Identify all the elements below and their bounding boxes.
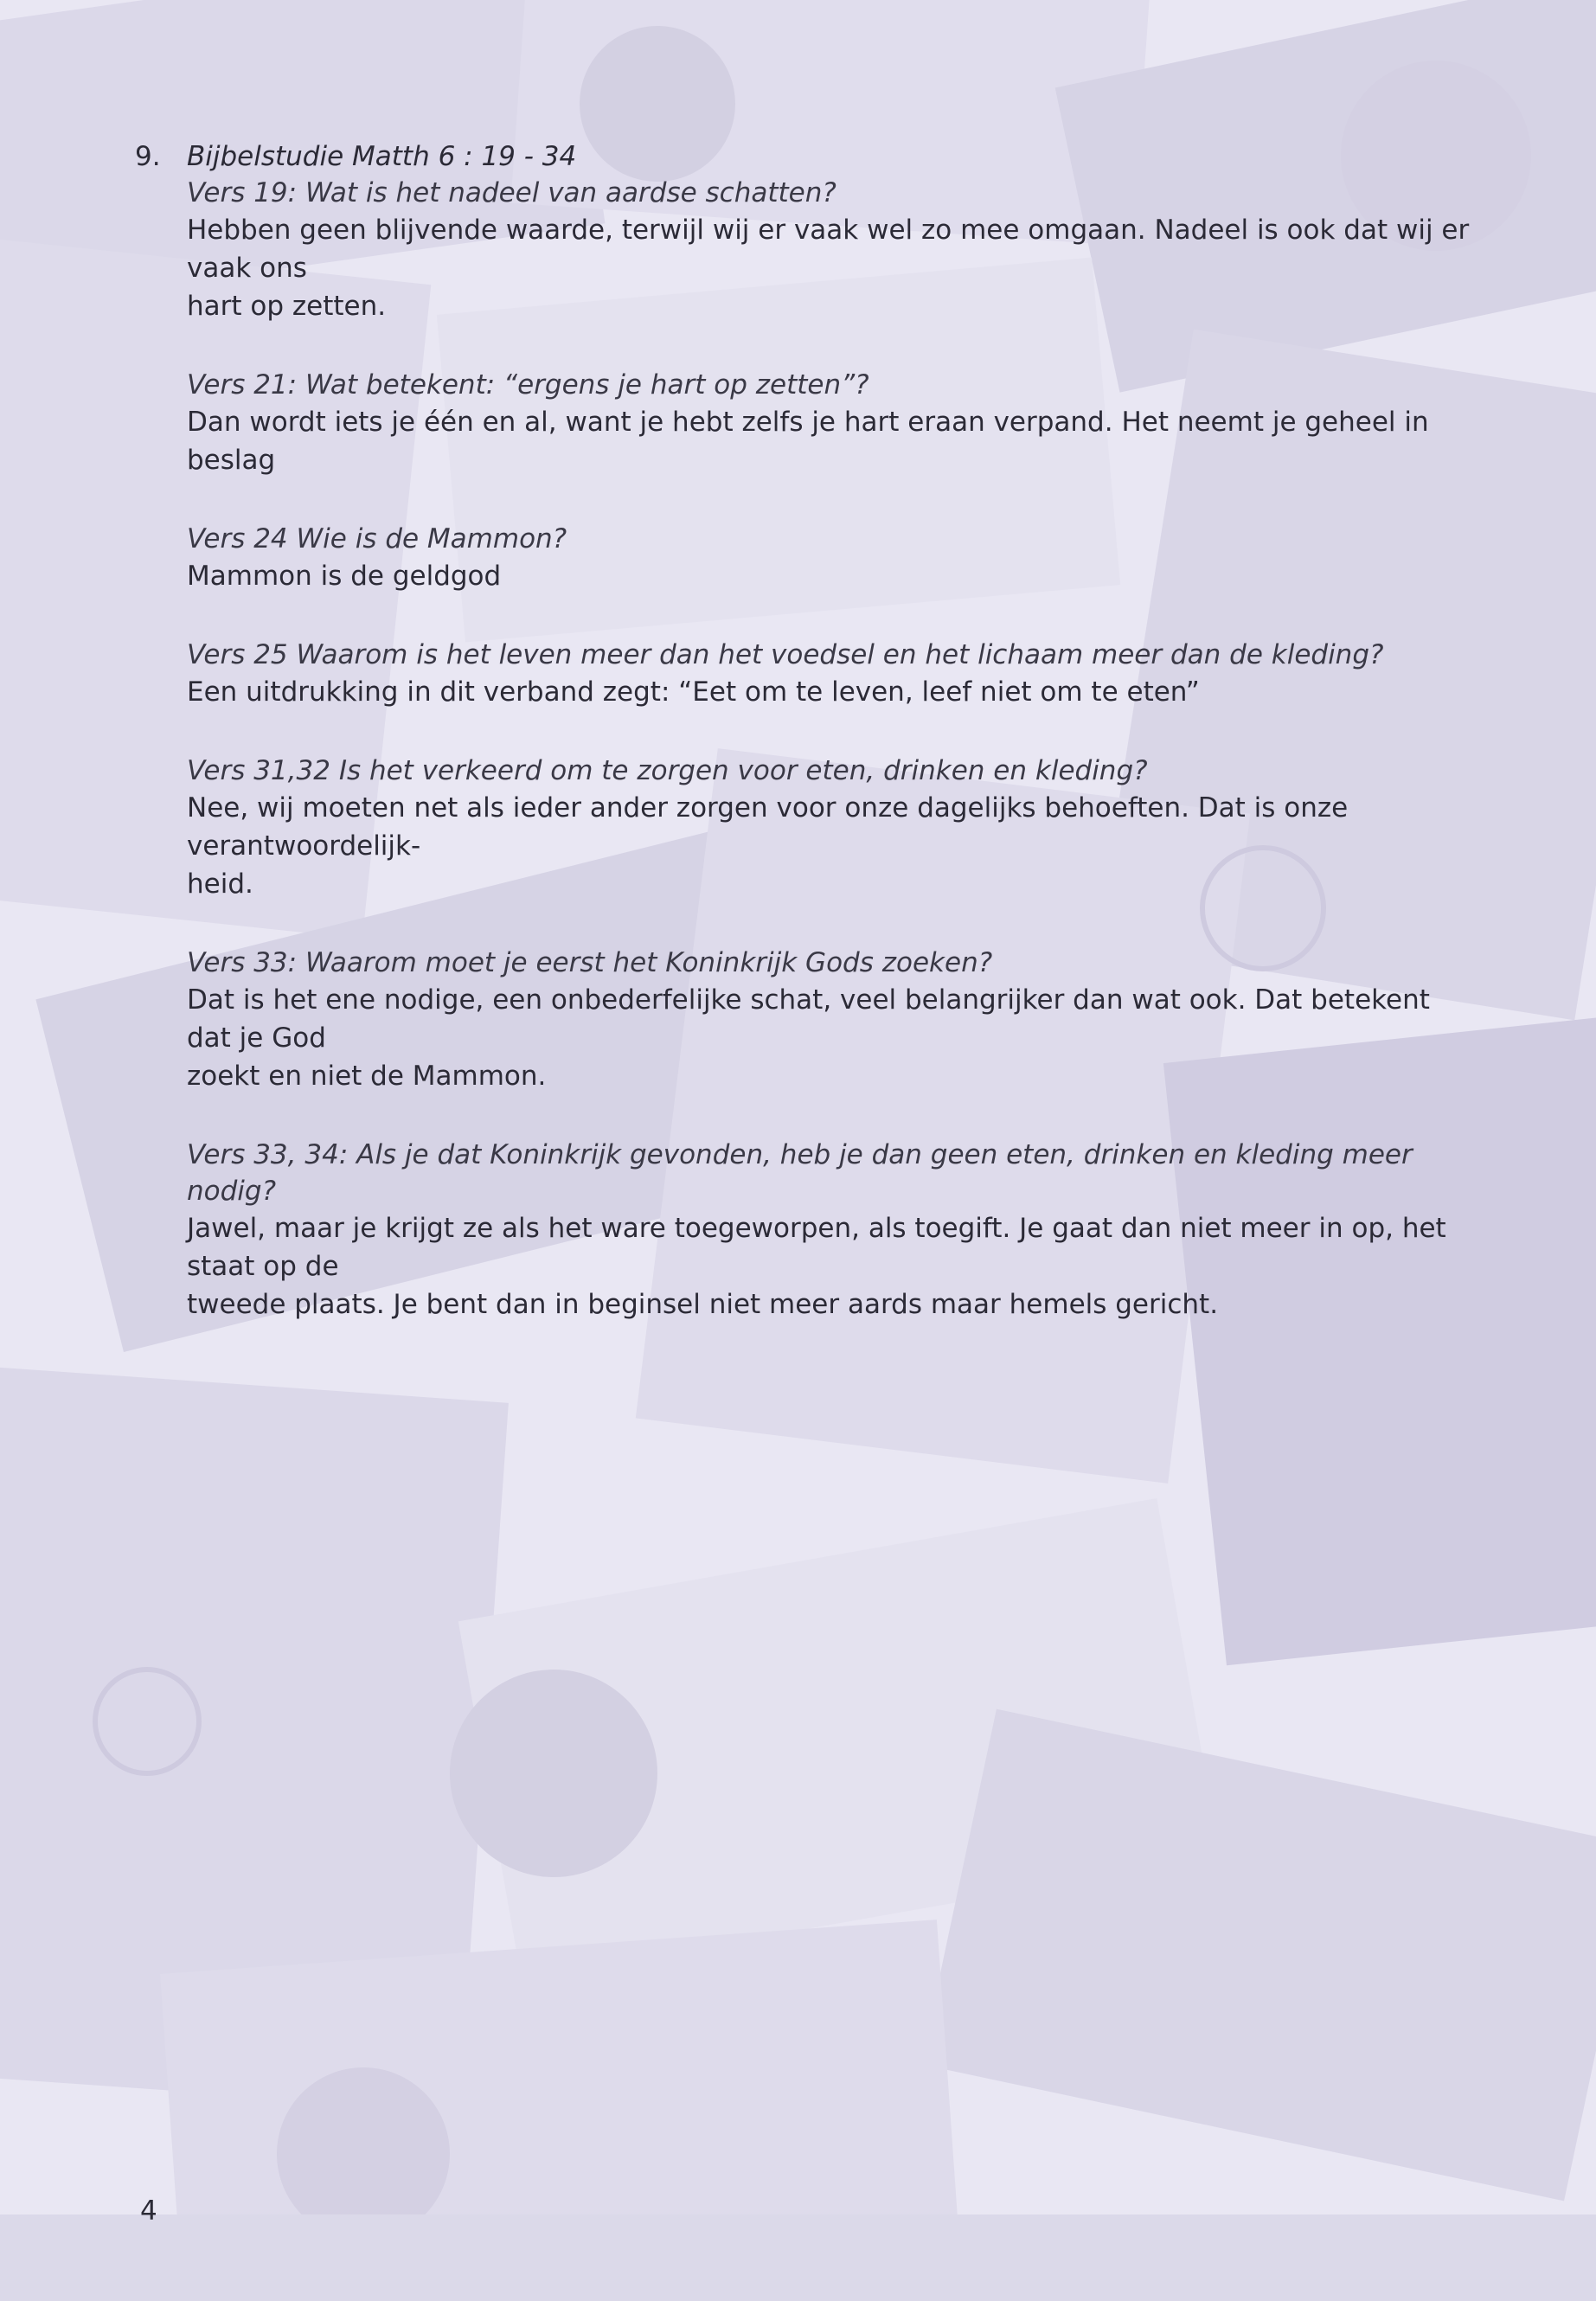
section-number: 9. [135, 141, 161, 172]
page-number: 4 [140, 2195, 157, 2227]
section-heading [135, 138, 1472, 175]
answer-line: Een uitdrukking in dit verband zegt: “Eet om te leven, leef niet om te eten” [187, 676, 1200, 708]
answer-line: tweede plaats. Je bent dan in beginsel niet meer aards maar hemels gericht. [187, 1289, 1219, 1320]
answer-line: Dan wordt iets je één en al, want je hebt zelfs je hart eraan verpand. Het neemt je geheel in beslag [187, 407, 1429, 476]
answer-line: Mammon is de geldgod [187, 561, 502, 592]
question-text: Vers 31,32 Is het verkeerd om te zorgen voor eten, drinken en kleding? [187, 755, 1148, 786]
question-text: Vers 25 Waarom is het leven meer dan het voedsel en het lichaam meer dan de kleding? [187, 639, 1384, 670]
banknote-band [0, 2214, 1596, 2301]
answer-line: Jawel, maar je krijgt ze als het ware toegeworpen, als toegift. Je gaat dan niet meer in op, het staat op de [187, 1213, 1446, 1282]
answer-line: Nee, wij moeten net als ieder ander zorgen voor onze dagelijks behoeften. Dat is onze verantwoordelijk- [187, 792, 1349, 862]
qa-block [187, 175, 1472, 1324]
answer-line: Hebben geen blijvende waarde, terwijl wij er vaak wel zo mee omgaan. Nadeel is ook dat wij er vaak ons [187, 215, 1470, 284]
question-text: Vers 24 Wie is de Mammon? [187, 523, 567, 554]
banknote-portrait [450, 1670, 657, 1877]
section-title: Bijbelstudie Matth 6 : 19 - 34 [187, 141, 577, 172]
answer-line: zoekt en niet de Mammon. [187, 1061, 547, 1092]
answer-line: Dat is het ene nodige, een onbederfelijke schat, veel belangrijker dan wat ook. Dat betekent dat je God [187, 984, 1430, 1054]
question-text: Vers 21: Wat betekent: “ergens je hart op zetten”? [187, 369, 869, 401]
answer-line: heid. [187, 868, 253, 900]
banknote-shape [921, 1709, 1596, 2202]
answer-line: hart op zetten. [187, 291, 387, 322]
bible-study-section [135, 138, 1472, 1324]
question-text: Vers 33, 34: Als je dat Koninkrijk gevonden, heb je dan geen eten, drinken en kleding meer nodig? [187, 1139, 1413, 1207]
question-text: Vers 19: Wat is het nadeel van aardse schatten? [187, 177, 836, 208]
question-text: Vers 33: Waarom moet je eerst het Koninkrijk Gods zoeken? [187, 947, 993, 978]
